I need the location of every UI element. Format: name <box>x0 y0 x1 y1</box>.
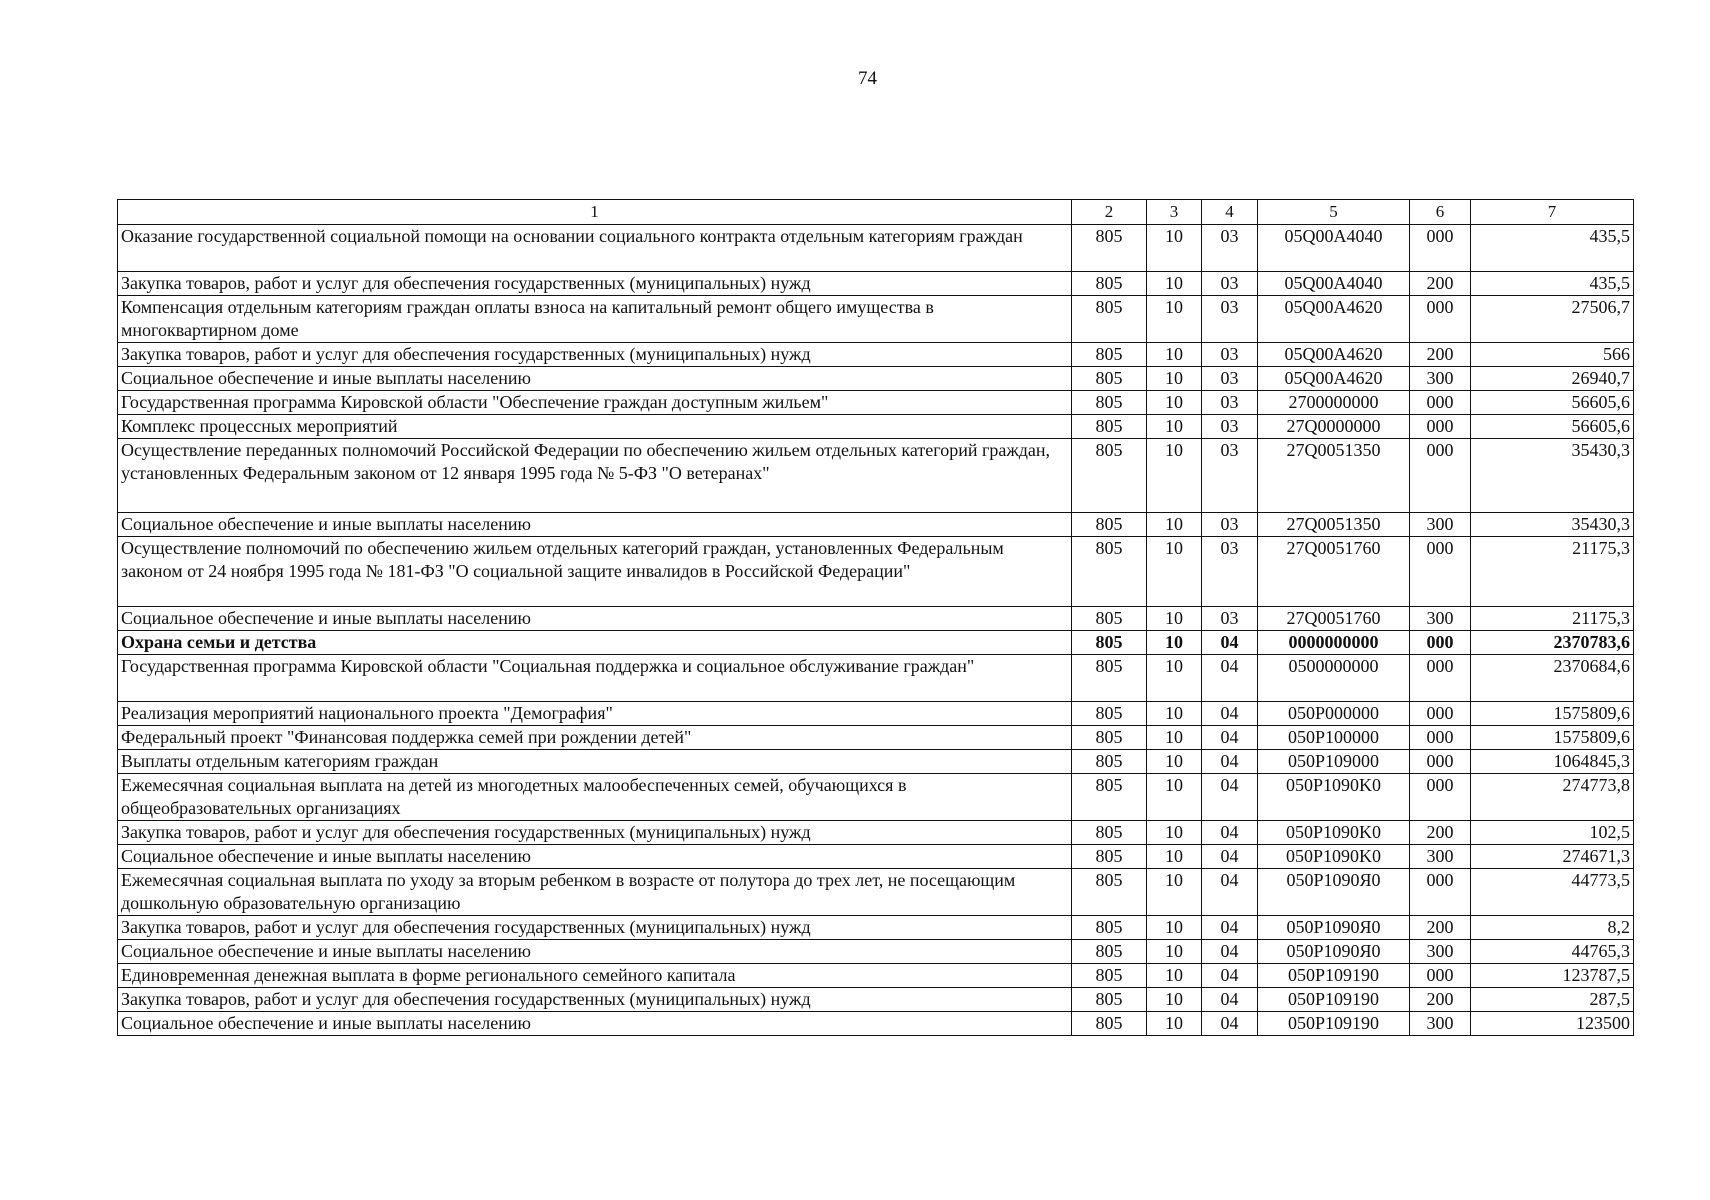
row-section-code: 10 <box>1147 964 1202 988</box>
row-ministry-code: 805 <box>1072 343 1147 367</box>
row-section-code: 10 <box>1147 296 1202 343</box>
row-expense-type: 000 <box>1410 296 1471 343</box>
row-amount: 2370783,6 <box>1471 631 1634 655</box>
row-amount: 123500 <box>1471 1012 1634 1036</box>
row-amount: 44765,3 <box>1471 940 1634 964</box>
row-name: Ежемесячная социальная выплата по уходу за вторым ребенком в возрасте от полутора до трех лет, не посещающим дошкольную образовательную организацию <box>118 869 1072 916</box>
column-header-3: 3 <box>1147 200 1202 225</box>
row-name: Социальное обеспечение и иные выплаты населению <box>118 940 1072 964</box>
row-section-code: 10 <box>1147 367 1202 391</box>
table-row <box>118 774 1634 821</box>
row-amount: 8,2 <box>1471 916 1634 940</box>
row-name: Социальное обеспечение и иные выплаты населению <box>118 367 1072 391</box>
row-subsection-code: 04 <box>1202 988 1258 1012</box>
row-subsection-code: 04 <box>1202 964 1258 988</box>
row-name: Осуществление полномочий по обеспечению жильем отдельных категорий граждан, установленных Федеральным законом от 24 ноября 1995 года № 181-ФЗ "О социальной защите инвалидов в Российской Федерации" <box>118 537 1072 607</box>
row-section-code: 10 <box>1147 750 1202 774</box>
row-ministry-code: 805 <box>1072 225 1147 272</box>
row-subsection-code: 03 <box>1202 367 1258 391</box>
row-target-code: 05Q00A4040 <box>1258 225 1410 272</box>
row-expense-type: 300 <box>1410 940 1471 964</box>
row-amount: 2370684,6 <box>1471 655 1634 702</box>
table-row <box>118 537 1634 607</box>
row-section-code: 10 <box>1147 513 1202 537</box>
table-row <box>118 343 1634 367</box>
row-target-code: 27Q0000000 <box>1258 415 1410 439</box>
row-section-code: 10 <box>1147 845 1202 869</box>
row-amount: 56605,6 <box>1471 415 1634 439</box>
row-ministry-code: 805 <box>1072 750 1147 774</box>
row-name: Единовременная денежная выплата в форме регионального семейного капитала <box>118 964 1072 988</box>
row-target-code: 2700000000 <box>1258 391 1410 415</box>
row-amount: 56605,6 <box>1471 391 1634 415</box>
row-subsection-code: 03 <box>1202 513 1258 537</box>
row-target-code: 27Q0051760 <box>1258 607 1410 631</box>
row-name: Государственная программа Кировской области "Социальная поддержка и социальное обслуживание граждан" <box>118 655 1072 702</box>
row-expense-type: 000 <box>1410 726 1471 750</box>
row-amount: 435,5 <box>1471 272 1634 296</box>
row-target-code: 27Q0051760 <box>1258 537 1410 607</box>
row-section-code: 10 <box>1147 726 1202 750</box>
table-row <box>118 1012 1634 1036</box>
row-section-code: 10 <box>1147 439 1202 513</box>
row-name: Осуществление переданных полномочий Российской Федерации по обеспечению жильем отдельных категорий граждан, установленных Федеральным законом от 12 января 1995 года № 5-ФЗ "О ветеранах" <box>118 439 1072 513</box>
row-subsection-code: 04 <box>1202 1012 1258 1036</box>
row-amount: 21175,3 <box>1471 607 1634 631</box>
row-ministry-code: 805 <box>1072 607 1147 631</box>
row-target-code: 050P109190 <box>1258 988 1410 1012</box>
row-name: Социальное обеспечение и иные выплаты населению <box>118 845 1072 869</box>
row-name: Социальное обеспечение и иные выплаты населению <box>118 1012 1072 1036</box>
row-expense-type: 000 <box>1410 415 1471 439</box>
row-name: Государственная программа Кировской области "Обеспечение граждан доступным жильем" <box>118 391 1072 415</box>
row-section-code: 10 <box>1147 821 1202 845</box>
row-target-code: 050P000000 <box>1258 702 1410 726</box>
row-name: Компенсация отдельным категориям граждан оплаты взноса на капитальный ремонт общего имущества в многоквартирном доме <box>118 296 1072 343</box>
row-target-code: 050P109000 <box>1258 750 1410 774</box>
table-row <box>118 964 1634 988</box>
row-subsection-code: 03 <box>1202 537 1258 607</box>
row-name: Ежемесячная социальная выплата на детей из многодетных малообеспеченных семей, обучающихся в общеобразовательных организациях <box>118 774 1072 821</box>
row-section-code: 10 <box>1147 774 1202 821</box>
row-ministry-code: 805 <box>1072 415 1147 439</box>
column-header-1: 1 <box>118 200 1072 225</box>
row-subsection-code: 04 <box>1202 940 1258 964</box>
row-subsection-code: 04 <box>1202 916 1258 940</box>
row-name: Выплаты отдельным категориям граждан <box>118 750 1072 774</box>
row-section-code: 10 <box>1147 272 1202 296</box>
table-row <box>118 415 1634 439</box>
column-header-5: 5 <box>1258 200 1410 225</box>
column-header-4: 4 <box>1202 200 1258 225</box>
table-row <box>118 439 1634 513</box>
row-name: Закупка товаров, работ и услуг для обеспечения государственных (муниципальных) нужд <box>118 821 1072 845</box>
row-target-code: 05Q00A4620 <box>1258 367 1410 391</box>
row-name: Социальное обеспечение и иные выплаты населению <box>118 607 1072 631</box>
row-amount: 35430,3 <box>1471 513 1634 537</box>
column-header-6: 6 <box>1410 200 1471 225</box>
row-name: Закупка товаров, работ и услуг для обеспечения государственных (муниципальных) нужд <box>118 916 1072 940</box>
row-ministry-code: 805 <box>1072 272 1147 296</box>
table-row <box>118 988 1634 1012</box>
row-section-code: 10 <box>1147 537 1202 607</box>
row-expense-type: 200 <box>1410 916 1471 940</box>
row-target-code: 0500000000 <box>1258 655 1410 702</box>
row-expense-type: 000 <box>1410 439 1471 513</box>
row-section-code: 10 <box>1147 916 1202 940</box>
row-target-code: 050P1090Я0 <box>1258 916 1410 940</box>
row-expense-type: 000 <box>1410 702 1471 726</box>
header-row <box>118 200 1634 225</box>
row-name: Закупка товаров, работ и услуг для обеспечения государственных (муниципальных) нужд <box>118 988 1072 1012</box>
row-amount: 435,5 <box>1471 225 1634 272</box>
row-amount: 1575809,6 <box>1471 726 1634 750</box>
table-row <box>118 225 1634 272</box>
row-ministry-code: 805 <box>1072 940 1147 964</box>
row-ministry-code: 805 <box>1072 1012 1147 1036</box>
row-section-code: 10 <box>1147 1012 1202 1036</box>
row-ministry-code: 805 <box>1072 726 1147 750</box>
row-amount: 27506,7 <box>1471 296 1634 343</box>
row-ministry-code: 805 <box>1072 845 1147 869</box>
row-ministry-code: 805 <box>1072 391 1147 415</box>
table-row <box>118 655 1634 702</box>
table-row-section-total <box>118 631 1634 655</box>
row-expense-type: 200 <box>1410 343 1471 367</box>
row-target-code: 050P100000 <box>1258 726 1410 750</box>
row-expense-type: 000 <box>1410 655 1471 702</box>
table-row <box>118 367 1634 391</box>
row-ministry-code: 805 <box>1072 916 1147 940</box>
row-amount: 274671,3 <box>1471 845 1634 869</box>
row-ministry-code: 805 <box>1072 513 1147 537</box>
row-name: Социальное обеспечение и иные выплаты населению <box>118 513 1072 537</box>
row-expense-type: 200 <box>1410 988 1471 1012</box>
row-target-code: 050P1090Я0 <box>1258 869 1410 916</box>
row-target-code: 05Q00A4620 <box>1258 296 1410 343</box>
column-header-7: 7 <box>1471 200 1634 225</box>
row-amount: 35430,3 <box>1471 439 1634 513</box>
table-row <box>118 916 1634 940</box>
row-expense-type: 300 <box>1410 513 1471 537</box>
row-amount: 44773,5 <box>1471 869 1634 916</box>
row-subsection-code: 04 <box>1202 631 1258 655</box>
row-ministry-code: 805 <box>1072 537 1147 607</box>
row-amount: 21175,3 <box>1471 537 1634 607</box>
row-ministry-code: 805 <box>1072 869 1147 916</box>
row-section-code: 10 <box>1147 415 1202 439</box>
row-subsection-code: 03 <box>1202 415 1258 439</box>
row-section-code: 10 <box>1147 391 1202 415</box>
row-subsection-code: 03 <box>1202 272 1258 296</box>
row-target-code: 050P109190 <box>1258 964 1410 988</box>
row-expense-type: 000 <box>1410 537 1471 607</box>
row-amount: 123787,5 <box>1471 964 1634 988</box>
row-section-code: 10 <box>1147 631 1202 655</box>
row-subsection-code: 04 <box>1202 726 1258 750</box>
row-ministry-code: 805 <box>1072 964 1147 988</box>
row-subsection-code: 04 <box>1202 774 1258 821</box>
row-subsection-code: 03 <box>1202 607 1258 631</box>
table-row <box>118 272 1634 296</box>
row-subsection-code: 03 <box>1202 343 1258 367</box>
row-ministry-code: 805 <box>1072 439 1147 513</box>
row-subsection-code: 04 <box>1202 869 1258 916</box>
row-section-code: 10 <box>1147 607 1202 631</box>
row-expense-type: 000 <box>1410 225 1471 272</box>
row-section-code: 10 <box>1147 655 1202 702</box>
table-row <box>118 869 1634 916</box>
row-ministry-code: 805 <box>1072 631 1147 655</box>
row-amount: 566 <box>1471 343 1634 367</box>
row-subsection-code: 04 <box>1202 821 1258 845</box>
row-name: Охрана семьи и детства <box>118 631 1072 655</box>
row-amount: 287,5 <box>1471 988 1634 1012</box>
row-expense-type: 000 <box>1410 869 1471 916</box>
row-amount: 102,5 <box>1471 821 1634 845</box>
row-ministry-code: 805 <box>1072 821 1147 845</box>
row-target-code: 0000000000 <box>1258 631 1410 655</box>
row-target-code: 05Q00A4040 <box>1258 272 1410 296</box>
row-ministry-code: 805 <box>1072 988 1147 1012</box>
row-expense-type: 000 <box>1410 631 1471 655</box>
row-ministry-code: 805 <box>1072 774 1147 821</box>
row-section-code: 10 <box>1147 869 1202 916</box>
row-subsection-code: 03 <box>1202 439 1258 513</box>
row-amount: 274773,8 <box>1471 774 1634 821</box>
row-name: Закупка товаров, работ и услуг для обеспечения государственных (муниципальных) нужд <box>118 272 1072 296</box>
row-expense-type: 200 <box>1410 821 1471 845</box>
row-ministry-code: 805 <box>1072 296 1147 343</box>
row-expense-type: 000 <box>1410 774 1471 821</box>
row-subsection-code: 03 <box>1202 225 1258 272</box>
budget-table <box>117 199 1634 1036</box>
row-ministry-code: 805 <box>1072 367 1147 391</box>
row-name: Реализация мероприятий национального проекта "Демография" <box>118 702 1072 726</box>
row-subsection-code: 03 <box>1202 296 1258 343</box>
row-section-code: 10 <box>1147 988 1202 1012</box>
row-expense-type: 300 <box>1410 607 1471 631</box>
table-row <box>118 296 1634 343</box>
row-amount: 1064845,3 <box>1471 750 1634 774</box>
table-row <box>118 702 1634 726</box>
row-amount: 1575809,6 <box>1471 702 1634 726</box>
row-target-code: 27Q0051350 <box>1258 513 1410 537</box>
page-number: 74 <box>858 68 877 89</box>
row-expense-type: 200 <box>1410 272 1471 296</box>
row-target-code: 050P109190 <box>1258 1012 1410 1036</box>
row-subsection-code: 04 <box>1202 702 1258 726</box>
row-target-code: 27Q0051350 <box>1258 439 1410 513</box>
table-row <box>118 607 1634 631</box>
row-name: Федеральный проект "Финансовая поддержка семей при рождении детей" <box>118 726 1072 750</box>
table-row <box>118 391 1634 415</box>
row-section-code: 10 <box>1147 343 1202 367</box>
row-name: Оказание государственной социальной помощи на основании социального контракта отдельным категориям граждан <box>118 225 1072 272</box>
row-expense-type: 300 <box>1410 1012 1471 1036</box>
row-section-code: 10 <box>1147 225 1202 272</box>
table-row <box>118 750 1634 774</box>
row-expense-type: 000 <box>1410 391 1471 415</box>
row-amount: 26940,7 <box>1471 367 1634 391</box>
row-subsection-code: 04 <box>1202 845 1258 869</box>
row-expense-type: 300 <box>1410 845 1471 869</box>
row-section-code: 10 <box>1147 940 1202 964</box>
table-row <box>118 821 1634 845</box>
row-subsection-code: 04 <box>1202 750 1258 774</box>
row-expense-type: 000 <box>1410 964 1471 988</box>
row-section-code: 10 <box>1147 702 1202 726</box>
row-target-code: 050P1090K0 <box>1258 774 1410 821</box>
row-ministry-code: 805 <box>1072 655 1147 702</box>
row-subsection-code: 04 <box>1202 655 1258 702</box>
table-row <box>118 726 1634 750</box>
row-expense-type: 300 <box>1410 367 1471 391</box>
table-row <box>118 513 1634 537</box>
row-ministry-code: 805 <box>1072 702 1147 726</box>
row-target-code: 050P1090Я0 <box>1258 940 1410 964</box>
column-header-2: 2 <box>1072 200 1147 225</box>
row-target-code: 050P1090K0 <box>1258 821 1410 845</box>
table-row <box>118 845 1634 869</box>
row-name: Комплекс процессных мероприятий <box>118 415 1072 439</box>
table-row <box>118 940 1634 964</box>
row-name: Закупка товаров, работ и услуг для обеспечения государственных (муниципальных) нужд <box>118 343 1072 367</box>
row-subsection-code: 03 <box>1202 391 1258 415</box>
row-target-code: 050P1090K0 <box>1258 845 1410 869</box>
row-target-code: 05Q00A4620 <box>1258 343 1410 367</box>
row-expense-type: 000 <box>1410 750 1471 774</box>
